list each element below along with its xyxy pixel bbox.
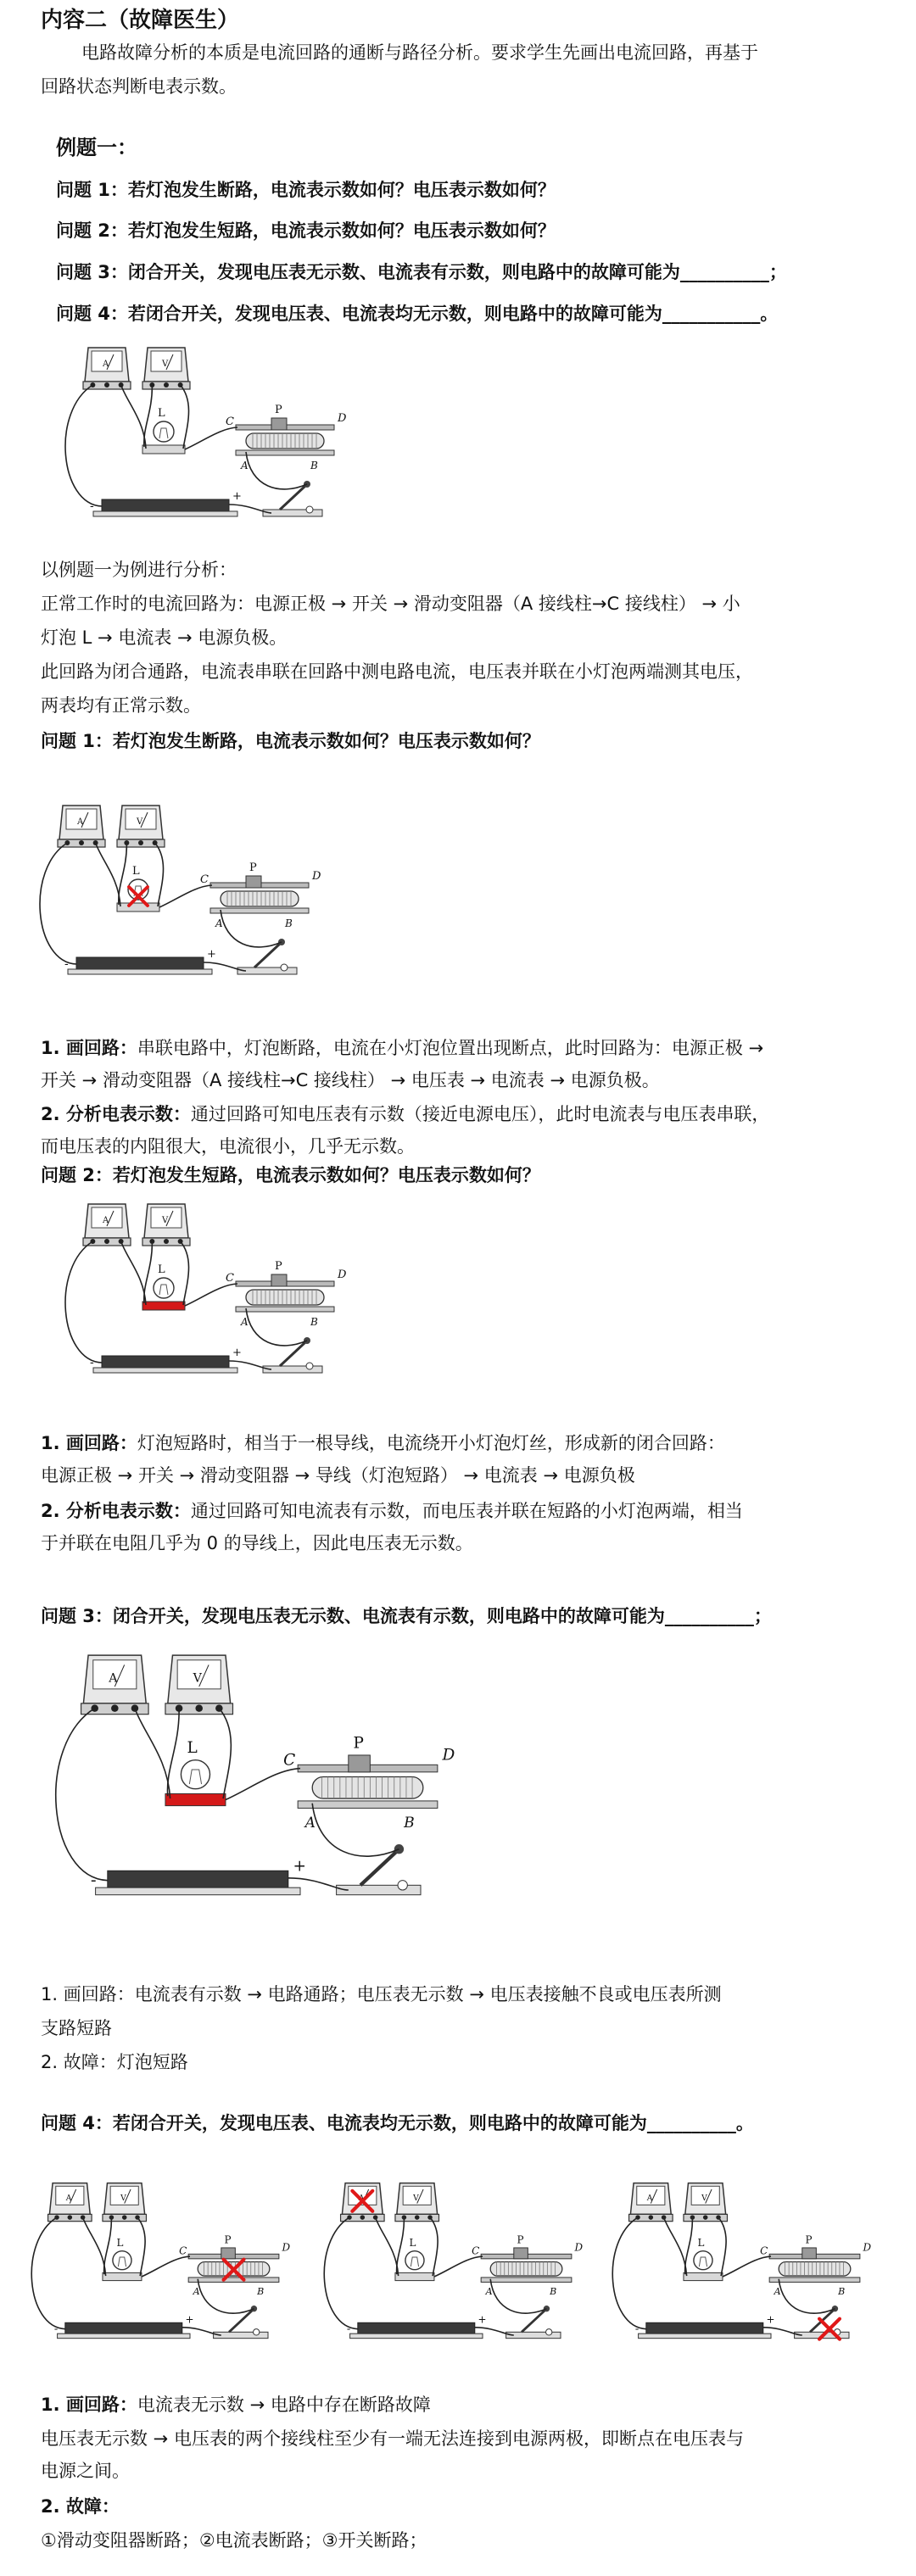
ammeter-terminal: [104, 382, 109, 388]
q1-draw-label: 1. 画回路：: [41, 1038, 137, 1058]
q2-meter-text-2: 于并联在电阻几乎为 0 的导线上，因此电压表无示数。: [41, 1533, 473, 1553]
switch-terminal: [281, 964, 288, 971]
q4-line-1: 电压表无示数 → 电压表的两个接线柱至少有一端无法连接到电源两极，即断点在电压表与: [41, 2428, 744, 2449]
battery-body: [358, 2322, 475, 2333]
battery-plus-label: +: [207, 948, 216, 961]
q3-heading: 问题 3：闭合开关，发现电压表无示数、电流表有示数，则电路中的故障可能为__________；: [41, 1606, 772, 1626]
lamp-bulb-icon: [405, 2251, 424, 2270]
voltmeter-terminal: [415, 2215, 420, 2220]
analysis-line-4: 此回路为闭合通路，电流表串联在回路中测电路电流，电压表并联在小灯泡两端测其电压，: [41, 661, 753, 682]
battery-base: [58, 2333, 190, 2339]
section-title: 内容二（故障医生）: [41, 8, 240, 33]
q3-line-3: 2. 故障：灯泡短路: [41, 2052, 188, 2072]
q2-draw-label: 1. 画回路：: [41, 1433, 137, 1453]
circuit-wire: [121, 1241, 146, 1305]
lamp-label: L: [158, 1263, 165, 1276]
lamp-base: [103, 2272, 142, 2280]
circuit-wire: [40, 843, 76, 964]
rheostat-label-a: A: [774, 2286, 781, 2298]
battery-minus-label: -: [90, 1356, 94, 1369]
circuit-wire: [142, 2256, 190, 2277]
rheostat-base: [188, 2278, 279, 2283]
circuit-wire: [490, 2279, 546, 2313]
lamp-base: [165, 1793, 226, 1805]
lamp-label: L: [187, 1739, 198, 1758]
voltmeter-letter: V: [413, 2193, 419, 2203]
switch-base: [337, 1885, 421, 1894]
rheostat-slider: [221, 2248, 236, 2259]
circuit-wire: [137, 2217, 145, 2276]
battery-base: [96, 1887, 300, 1895]
voltmeter-letter: V: [137, 817, 143, 827]
voltmeter-letter: V: [162, 360, 169, 369]
circuit-wire: [219, 1709, 231, 1799]
circuit-wire: [167, 1709, 179, 1797]
circuit-wire: [723, 2256, 771, 2277]
rheostat-label-a: A: [241, 1316, 249, 1328]
battery-minus-label: -: [53, 2322, 59, 2336]
lamp-label: L: [116, 2237, 124, 2250]
voltmeter-terminal: [138, 840, 143, 845]
q1-meter-label: 2. 分析电表示数：: [41, 1104, 191, 1124]
q1-heading: 问题 1：若灯泡发生断路，电流表示数如何？电压表示数如何？: [41, 731, 540, 751]
q1-draw-text-1: 串联电路中，灯泡断路，电流在小灯泡位置出现断点，此时回路为：电源正极 →: [137, 1038, 764, 1058]
rheostat-label-p: P: [275, 1260, 282, 1273]
circuit-wire: [159, 885, 212, 907]
battery-minus-label: -: [346, 2322, 351, 2336]
switch-base: [263, 1366, 322, 1373]
rheostat-label-b: B: [550, 2286, 557, 2298]
circuit-wire: [198, 2279, 254, 2313]
voltmeter-letter: V: [162, 1216, 169, 1225]
switch-terminal: [254, 2329, 260, 2335]
q1-meter-line-1: [41, 1102, 769, 1126]
battery-body: [76, 957, 204, 969]
ammeter-letter: A: [77, 817, 84, 827]
switch-terminal: [546, 2329, 552, 2335]
lamp-bulb-icon: [154, 1278, 174, 1298]
ammeter-letter: A: [103, 1216, 109, 1225]
analysis-line-2: 正常工作时的电流回路为：电源正极 → 开关 → 滑动变阻器（A 接线柱→C 接线柱） → 小: [41, 594, 740, 614]
switch-base: [263, 510, 322, 516]
battery-body: [102, 499, 229, 511]
battery-minus-label: -: [90, 499, 94, 513]
circuit-wire: [664, 2217, 687, 2276]
lamp-base: [684, 2272, 723, 2280]
intro-line-1: 电路故障分析的本质是电流回路的通断与路径分析。要求学生先画出电流回路，再基于: [81, 42, 758, 63]
ammeter-terminal: [649, 2215, 654, 2220]
ammeter-terminal: [131, 1704, 139, 1712]
q2-meter-line-1: [41, 1499, 743, 1523]
circuit-wire: [83, 2217, 106, 2276]
switch-base: [506, 2332, 561, 2338]
switch-knob: [394, 1844, 404, 1854]
circuit-wire: [185, 1284, 237, 1306]
ammeter-terminal: [360, 2215, 366, 2220]
battery-body: [108, 1871, 288, 1887]
rheostat-label-p: P: [275, 404, 282, 416]
rheostat-label-c: C: [283, 1751, 296, 1770]
q4-line-2: 电源之间。: [41, 2461, 130, 2481]
circuit-wire: [226, 1769, 300, 1800]
lamp-bulb-icon: [154, 421, 174, 442]
q4-fault-label: 2. 故障：: [41, 2496, 120, 2517]
circuit-wire: [56, 1709, 108, 1881]
circuit-wire: [246, 1308, 307, 1346]
voltmeter-terminal: [164, 1239, 169, 1244]
rheostat-label-c: C: [179, 2244, 187, 2257]
question-1: 问题 1：若灯泡发生断路，电流表示数如何？电压表示数如何？: [56, 180, 556, 200]
switch-base: [214, 2332, 268, 2338]
question-3: 问题 3：闭合开关，发现电压表无示数、电流表有示数，则电路中的故障可能为__________；: [56, 262, 787, 282]
q1-draw-line-1: [41, 1036, 763, 1060]
lamp-label: L: [697, 2237, 705, 2250]
switch-base: [237, 967, 297, 974]
circuit-wire: [246, 452, 307, 489]
rheostat-label-p: P: [517, 2233, 524, 2246]
rheostat-label-c: C: [226, 415, 234, 428]
lamp-label: L: [409, 2237, 416, 2250]
battery-minus-label: -: [90, 1870, 97, 1890]
battery-base: [350, 2333, 483, 2339]
q2-meter-text-1: 通过回路可知电流表有示数，而电压表并联在短路的小灯泡两端，相当: [190, 1501, 743, 1521]
lamp-bulb-icon: [113, 2251, 131, 2270]
q2-draw-text-1: 灯泡短路时，相当于一根导线，电流绕开小灯泡灯丝，形成新的闭合回路：: [137, 1433, 725, 1453]
switch-terminal: [398, 1881, 407, 1890]
rheostat-label-b: B: [310, 460, 318, 471]
battery-minus-label: -: [634, 2322, 640, 2336]
ammeter-letter: A: [65, 2193, 72, 2203]
rheostat-slider: [271, 1274, 287, 1286]
rheostat-slider: [802, 2248, 817, 2259]
rheostat-label-p: P: [249, 861, 257, 874]
circuit-wire: [612, 2217, 646, 2329]
rheostat-label-d: D: [442, 1746, 455, 1765]
voltmeter-terminal: [195, 1704, 203, 1712]
circuit-wire: [779, 2279, 835, 2313]
circuit-wire: [312, 1804, 399, 1856]
q3-line-2: 支路短路: [41, 2018, 112, 2038]
switch-knob: [251, 2306, 257, 2311]
battery-base: [68, 969, 212, 974]
switch-knob: [544, 2306, 550, 2311]
q2-draw-text-2: 电源正极 → 开关 → 滑动变阻器 → 导线（灯泡短路） → 电流表 → 电源负极: [41, 1465, 635, 1486]
circuit-wire: [324, 2217, 358, 2329]
rheostat-base: [769, 2278, 860, 2283]
rheostat-label-d: D: [574, 2241, 584, 2254]
rheostat-label-d: D: [338, 412, 347, 425]
analysis-line-1: 以例题一为例进行分析：: [41, 560, 237, 580]
lamp-label: L: [158, 407, 165, 420]
question-2: 问题 2：若灯泡发生短路，电流表示数如何？电压表示数如何？: [56, 220, 556, 241]
q4-heading: 问题 4：若闭合开关，发现电压表、电流表均无示数，则电路中的故障可能为__________。: [41, 2113, 754, 2133]
q1-draw-text-2: 开关 → 滑动变阻器（A 接线柱→C 接线柱） → 电压表 → 电流表 → 电源负极。: [41, 1070, 660, 1090]
q1-meter-text-2: 而电压表的内阻很大，电流很小，几乎无示数。: [41, 1136, 415, 1157]
battery-body: [102, 1356, 229, 1368]
example-title: 例题一：: [56, 136, 137, 159]
ammeter-terminal: [104, 1239, 109, 1244]
switch-terminal: [306, 506, 313, 513]
ammeter-letter: A: [109, 1671, 118, 1686]
rheostat-label-p: P: [805, 2233, 813, 2246]
lamp-label: L: [132, 865, 140, 878]
rheostat-base: [236, 1307, 334, 1312]
battery-minus-label: -: [64, 957, 69, 971]
question-4: 问题 4：若闭合开关，发现电压表、电流表均无示数，则电路中的故障可能为___________。: [56, 304, 779, 324]
q4-draw-label: 1. 画回路：: [41, 2395, 137, 2415]
q1-meter-text-1: 通过回路可知电压表有示数（接近电源电压），此时电流表与电压表串联，: [190, 1104, 770, 1124]
rheostat-label-d: D: [338, 1268, 347, 1281]
circuit-wire: [119, 843, 127, 905]
q2-heading: 问题 2：若灯泡发生短路，电流表示数如何？电压表示数如何？: [41, 1165, 540, 1185]
circuit-diagram-q1: [42, 801, 348, 996]
rheostat-label-c: C: [200, 873, 209, 886]
circuit-wire: [718, 2217, 726, 2276]
battery-base: [93, 511, 237, 516]
circuit-wire: [181, 385, 189, 449]
battery-base: [93, 1368, 237, 1373]
circuit-wire: [31, 2217, 65, 2329]
analysis-line-5: 两表均有正常示数。: [41, 695, 201, 716]
circuit-diagram-q3: [59, 1649, 483, 1929]
rheostat-base: [236, 450, 334, 455]
rheostat-label-b: B: [285, 917, 293, 929]
q4-draw-line: [41, 2393, 431, 2417]
circuit-wire: [185, 427, 237, 449]
rheostat-label-d: D: [863, 2241, 872, 2254]
rheostat-slider: [271, 418, 287, 430]
ammeter-letter: A: [646, 2193, 653, 2203]
rheostat-label-c: C: [226, 1272, 234, 1285]
battery-plus-label: +: [232, 1347, 242, 1359]
battery-base: [639, 2333, 771, 2339]
ammeter-letter: A: [103, 360, 109, 369]
switch-knob: [832, 2306, 838, 2311]
battery-plus-label: +: [478, 2313, 487, 2326]
circuit-diagram-q4-a: [34, 2179, 314, 2366]
circuit-wire: [181, 1241, 189, 1305]
circuit-diagram-q2: [68, 1200, 373, 1395]
rheostat-label-b: B: [257, 2286, 265, 2298]
rheostat-label-p: P: [224, 2233, 232, 2246]
rheostat-slider: [246, 876, 261, 888]
q2-meter-label: 2. 分析电表示数：: [41, 1501, 191, 1521]
circuit-wire: [685, 2217, 693, 2274]
circuit-wire: [430, 2217, 438, 2276]
q4-faults: ①滑动变阻器断路；②电流表断路；③开关断路；: [41, 2530, 427, 2551]
rheostat-label-d: D: [282, 2241, 291, 2254]
battery-plus-label: +: [766, 2313, 775, 2326]
lamp-bulb-icon: [181, 1760, 209, 1789]
lamp-base: [142, 1302, 185, 1310]
voltmeter-letter: V: [701, 2193, 707, 2203]
circuit-wire: [104, 2217, 112, 2274]
q3-line-1: 1. 画回路：电流表有示数 → 电路通路；电压表无示数 → 电压表接触不良或电压表所测: [41, 1984, 722, 2004]
rheostat-label-b: B: [838, 2286, 846, 2298]
rheostat-label-c: C: [472, 2244, 480, 2257]
circuit-diagram-example: [68, 343, 373, 538]
rheostat-label-a: A: [241, 460, 249, 471]
ammeter-terminal: [68, 2215, 73, 2220]
rheostat-label-a: A: [193, 2286, 200, 2298]
voltmeter-letter: V: [120, 2193, 126, 2203]
circuit-wire: [155, 843, 164, 906]
circuit-wire: [96, 843, 120, 906]
battery-plus-label: +: [185, 2313, 194, 2326]
battery-body: [646, 2322, 763, 2333]
lamp-base: [117, 903, 159, 912]
battery-plus-label: +: [293, 1857, 306, 1876]
rheostat-label-b: B: [404, 1815, 415, 1832]
circuit-wire: [376, 2217, 399, 2276]
voltmeter-terminal: [164, 382, 169, 388]
ammeter-terminal: [111, 1704, 119, 1712]
lamp-bulb-icon: [694, 2251, 712, 2270]
battery-body: [65, 2322, 182, 2333]
analysis-line-3: 灯泡 L → 电流表 → 电源负极。: [41, 627, 288, 648]
rheostat-slider: [514, 2248, 528, 2259]
circuit-wire: [65, 1241, 102, 1363]
intro-line-2: 回路状态判断电表示数。: [41, 76, 237, 97]
rheostat-label-b: B: [310, 1316, 318, 1328]
switch-terminal: [306, 1363, 313, 1369]
circuit-wire: [135, 1709, 170, 1799]
rheostat-label-a: A: [215, 917, 223, 929]
lamp-base: [142, 445, 185, 454]
rheostat-label-d: D: [312, 870, 321, 883]
rheostat-label-p: P: [353, 1734, 364, 1753]
rheostat-label-c: C: [760, 2244, 768, 2257]
q2-draw-line-1: [41, 1431, 725, 1455]
rheostat-base: [210, 908, 309, 913]
rheostat-slider: [349, 1755, 371, 1772]
circuit-wire: [65, 385, 102, 506]
ammeter-terminal: [91, 1704, 98, 1712]
voltmeter-terminal: [703, 2215, 708, 2220]
circuit-diagram-q4-b: [327, 2179, 606, 2366]
circuit-wire: [221, 910, 282, 947]
rheostat-base: [481, 2278, 572, 2283]
circuit-diagram-q4-c: [615, 2179, 895, 2366]
circuit-wire: [121, 385, 146, 449]
rheostat-label-a: A: [485, 2286, 493, 2298]
battery-plus-label: +: [232, 490, 242, 503]
circuit-wire: [144, 1241, 153, 1303]
ammeter-terminal: [79, 840, 84, 845]
q4-draw-text: 电流表无示数 → 电路中存在断路故障: [137, 2395, 431, 2415]
circuit-wire: [434, 2256, 483, 2277]
rheostat-label-a: A: [304, 1815, 316, 1832]
voltmeter-letter: V: [193, 1671, 202, 1686]
lamp-base: [395, 2272, 434, 2280]
rheostat-base: [298, 1801, 438, 1809]
circuit-wire: [397, 2217, 405, 2274]
circuit-wire: [144, 385, 153, 447]
voltmeter-terminal: [122, 2215, 127, 2220]
